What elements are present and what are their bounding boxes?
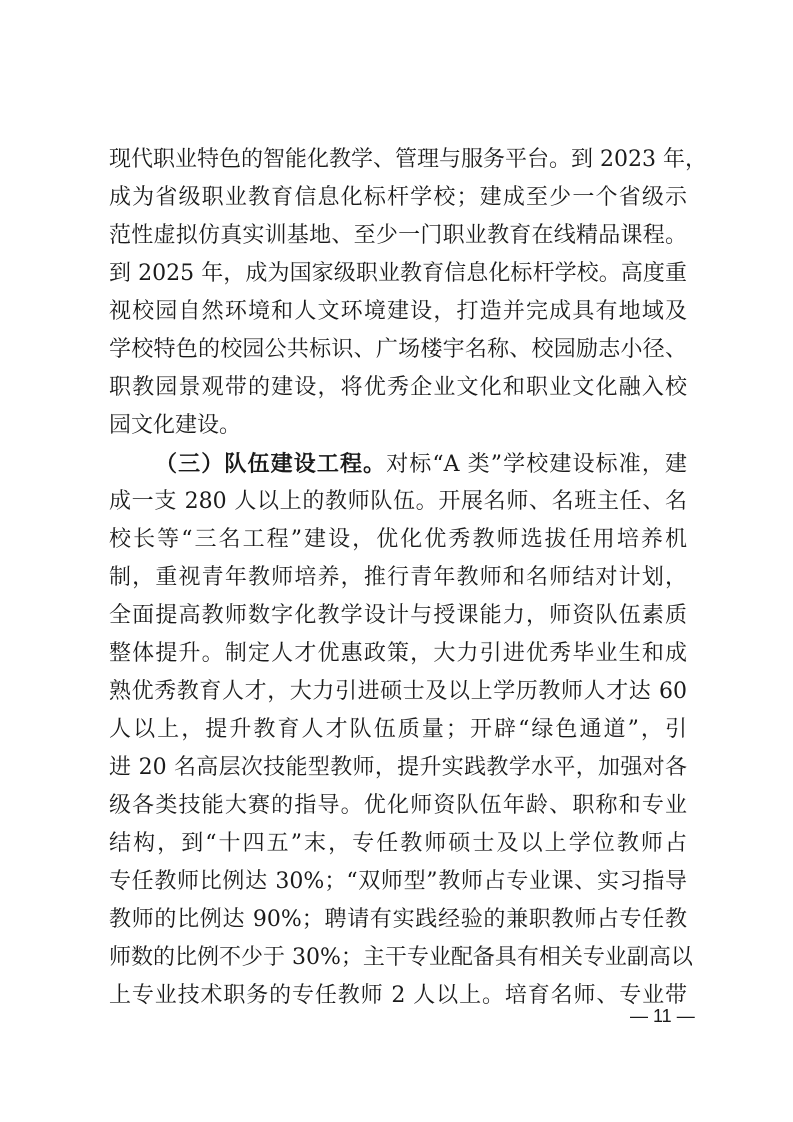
page-number: — 11 — bbox=[630, 1006, 695, 1026]
paragraph-2-line-4: 制，重视青年教师培养，推行青年教师和名师结对计划， bbox=[109, 565, 687, 590]
paragraph-2-line-10: 级各类技能大赛的指导。优化师资队伍年龄、职称和专业 bbox=[109, 793, 687, 818]
paragraph-1-line-6: 学校特色的校园公共标识、广场楼宇名称、校园励志小径、 bbox=[109, 337, 687, 362]
paragraph-1-line-8: 园文化建设。 bbox=[109, 413, 242, 438]
paragraph-2-line-8: 人以上，提升教育人才队伍质量；开辟“绿色通道”，引 bbox=[109, 717, 687, 742]
paragraph-2-line-1-text: 对标“A 类”学校建设标准，建 bbox=[386, 452, 687, 477]
paragraph-2-line-12: 专任教师比例达 30%；“双师型”教师占专业课、实习指导 bbox=[109, 869, 687, 894]
paragraph-2-line-5: 全面提高教师数字化教学设计与授课能力，师资队伍素质 bbox=[109, 603, 687, 628]
paragraph-1-line-1: 现代职业特色的智能化教学、管理与服务平台。到 2023 年， bbox=[109, 147, 707, 172]
section-heading: （三）队伍建设工程。 bbox=[155, 451, 387, 477]
paragraph-2-line-2: 成一支 280 人以上的教师队伍。开展名师、名班主任、名 bbox=[109, 489, 687, 514]
paragraph-2-line-3: 校长等“三名工程”建设，优化优秀教师选拔任用培养机 bbox=[109, 527, 687, 552]
paragraph-1-line-5: 视校园自然环境和人文环境建设，打造并完成具有地域及 bbox=[109, 299, 687, 324]
paragraph-1-line-4: 到 2025 年，成为国家级职业教育信息化标杆学校。高度重 bbox=[109, 261, 687, 286]
paragraph-2-line-1 bbox=[155, 446, 687, 482]
paragraph-1-line-3: 范性虚拟仿真实训基地、至少一门职业教育在线精品课程。 bbox=[109, 223, 687, 248]
paragraph-2-line-6: 整体提升。制定人才优惠政策，大力引进优秀毕业生和成 bbox=[109, 641, 687, 666]
paragraph-1-line-7: 职教园景观带的建设，将优秀企业文化和职业文化融入校 bbox=[109, 375, 687, 400]
paragraph-2-line-13: 教师的比例达 90%；聘请有实践经验的兼职教师占专任教 bbox=[109, 907, 687, 932]
paragraph-2-line-9: 进 20 名高层次技能型教师，提升实践教学水平，加强对各 bbox=[109, 755, 687, 780]
paragraph-2-line-7: 熟优秀教育人才，大力引进硕士及以上学历教师人才达 60 bbox=[109, 679, 687, 704]
paragraph-2-line-15: 上专业技术职务的专任教师 2 人以上。培育名师、专业带 bbox=[109, 983, 687, 1008]
paragraph-2-line-11: 结构，到“十四五”末，专任教师硕士及以上学位教师占 bbox=[109, 831, 687, 856]
paragraph-2-line-14: 师数的比例不少于 30%；主干专业配备具有相关专业副高以 bbox=[109, 945, 693, 970]
paragraph-1-line-2: 成为省级职业教育信息化标杆学校；建成至少一个省级示 bbox=[109, 185, 687, 210]
